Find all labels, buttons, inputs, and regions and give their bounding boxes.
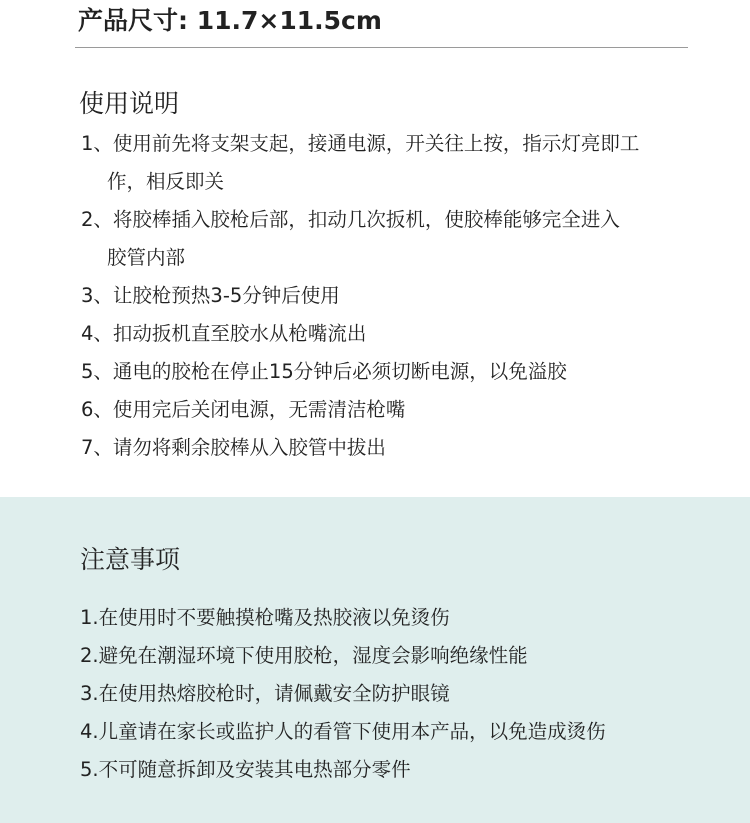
usage-item-text: 7、请勿将剩余胶棒从入胶管中拔出 (81, 436, 386, 459)
usage-item (81, 429, 386, 467)
precaution-item: 4.儿童请在家长或监护人的看管下使用本产品，以免造成烫伤 (80, 720, 606, 743)
usage-item-text: 1、使用前先将支架支起，接通电源，开关往上按，指示灯亮即工 (81, 132, 640, 155)
usage-item-text: 4、扣动扳机直至胶水从枪嘴流出 (81, 322, 367, 345)
usage-item (81, 125, 639, 201)
precautions-list (80, 599, 606, 789)
usage-item-text: 5、通电的胶枪在停止15分钟后必须切断电源，以免溢胶 (81, 360, 567, 383)
precautions-title: 注意事项 (80, 545, 181, 574)
usage-item-continuation: 作，相反即关 (107, 170, 225, 193)
usage-item-text: 2、将胶棒插入胶枪后部，扣动几次扳机，使胶棒能够完全进入 (81, 208, 620, 231)
precaution-item: 3.在使用热熔胶枪时，请佩戴安全防护眼镜 (80, 682, 450, 705)
usage-item (81, 201, 620, 277)
usage-item (81, 315, 366, 353)
usage-item-text: 3、让胶枪预热3-5分钟后使用 (81, 284, 340, 307)
precaution-item: 5.不可随意拆卸及安装其电热部分零件 (80, 758, 411, 781)
usage-instructions-title: 使用说明 (79, 89, 180, 118)
usage-item (81, 391, 405, 429)
precautions-section (0, 497, 750, 823)
usage-item (81, 353, 567, 391)
product-size: 产品尺寸: 11.7×11.5cm (78, 6, 382, 35)
divider (75, 47, 688, 48)
precaution-item: 2.避免在潮湿环境下使用胶枪，湿度会影响绝缘性能 (80, 644, 528, 667)
usage-item (81, 277, 340, 315)
usage-item-continuation: 胶管内部 (107, 246, 186, 269)
precaution-item: 1.在使用时不要触摸枪嘴及热胶液以免烫伤 (80, 606, 450, 629)
usage-item-text: 6、使用完后关闭电源，无需清洁枪嘴 (81, 398, 406, 421)
